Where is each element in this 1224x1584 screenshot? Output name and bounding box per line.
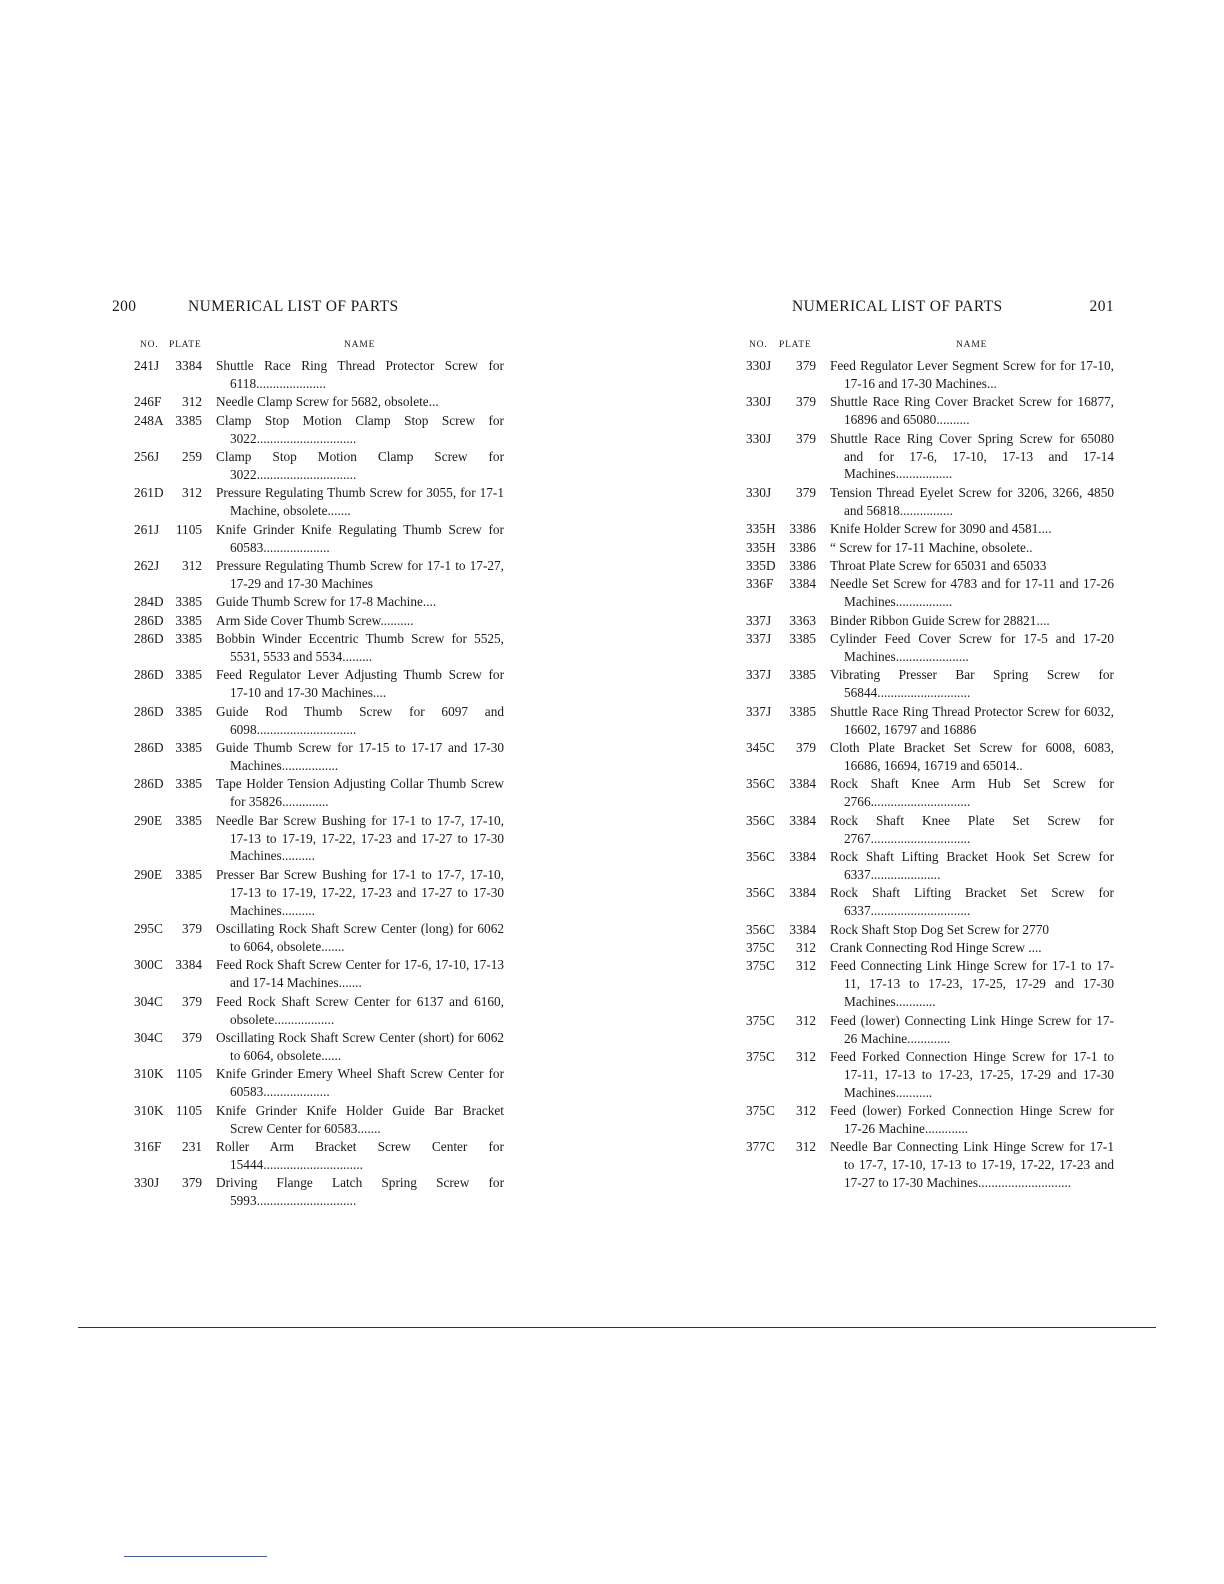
parts-list xyxy=(112,357,504,1210)
part-entry xyxy=(112,1029,504,1065)
part-entry xyxy=(112,593,504,611)
part-number: 246F xyxy=(134,394,162,410)
part-number: 261D xyxy=(134,485,164,501)
part-number: 304C xyxy=(134,1030,163,1046)
part-entry xyxy=(742,666,1114,702)
part-name: Guide Rod Thumb Screw for 6097 and 6098.............................. xyxy=(216,703,504,737)
plate-number: 3384 xyxy=(789,812,816,828)
plate-number: 312 xyxy=(796,958,816,974)
part-number: 316F xyxy=(134,1138,162,1154)
part-number: 248A xyxy=(134,412,164,428)
part-entry xyxy=(742,848,1114,884)
plate-number: 379 xyxy=(796,430,816,446)
part-name: Roller Arm Bracket Screw Center for 15444.............................. xyxy=(216,1138,504,1172)
part-name: Presser Bar Screw Bushing for 17-1 to 17-7, 17-10, 17-13 to 17-19, 17-22, 17-23 and 17-27 to 17-30 Machines.......... xyxy=(216,866,504,918)
part-entry xyxy=(742,884,1114,920)
part-name: Needle Bar Screw Bushing for 17-1 to 17-7, 17-10, 17-13 to 17-19, 17-22, 17-23 and 17-27 to 17-30 Machines.......... xyxy=(216,812,504,864)
part-number: 356C xyxy=(746,812,775,828)
part-number: 286D xyxy=(134,667,164,683)
plate-number: 3384 xyxy=(789,921,816,937)
part-entry xyxy=(112,666,504,702)
part-entry xyxy=(742,575,1114,611)
column-header-plate: PLATE xyxy=(779,340,812,350)
part-name: Bobbin Winder Eccentric Thumb Screw for 5525, 5531, 5533 and 5534......... xyxy=(216,631,504,664)
plate-number: 312 xyxy=(796,1103,816,1119)
part-name: Feed Regulator Lever Adjusting Thumb Screw for 17-10 and 17-30 Machines.... xyxy=(216,667,504,701)
part-entry xyxy=(112,521,504,557)
plate-number: 379 xyxy=(796,740,816,756)
plate-number: 312 xyxy=(796,940,816,955)
part-entry xyxy=(742,739,1114,775)
part-name: Rock Shaft Stop Dog Set Screw for 2770 xyxy=(830,921,1050,937)
column-header-name: NAME xyxy=(344,340,376,350)
part-name: Feed Regulator Lever Segment Screw for for 17-10, 17-16 and 17-30 Machines... xyxy=(830,358,1114,391)
part-entry xyxy=(742,775,1114,811)
part-entry xyxy=(742,1138,1114,1192)
plate-number: 231 xyxy=(182,1138,202,1154)
plate-number: 1105 xyxy=(175,1102,202,1118)
plate-number: 3385 xyxy=(175,631,202,647)
plate-number: 3386 xyxy=(789,557,816,573)
part-number: 330J xyxy=(746,430,772,446)
part-name: Binder Ribbon Guide Screw for 28821.... xyxy=(830,612,1050,628)
part-entry xyxy=(742,1048,1114,1102)
part-number: 241J xyxy=(134,358,160,373)
part-entry xyxy=(742,812,1114,848)
part-number: 337J xyxy=(746,667,772,683)
footnote-rule xyxy=(124,1556,267,1557)
part-number: 261J xyxy=(134,521,160,537)
part-entry xyxy=(742,539,1114,557)
part-name: Feed (lower) Connecting Link Hinge Screw for 17-26 Machine............. xyxy=(830,1012,1114,1046)
plate-number: 379 xyxy=(796,358,816,373)
plate-number: 3385 xyxy=(175,776,202,792)
left-page-header xyxy=(112,298,504,320)
part-name: Shuttle Race Ring Thread Protector Screw for 6118..................... xyxy=(216,358,504,391)
part-name: Knife Grinder Knife Regulating Thumb Screw for 60583.................... xyxy=(216,521,504,555)
plate-number: 3385 xyxy=(789,631,816,647)
part-number: 284D xyxy=(134,594,164,610)
part-entry xyxy=(112,448,504,484)
plate-number: 3385 xyxy=(175,703,202,719)
part-name: Knife Grinder Knife Holder Guide Bar Bracket Screw Center for 60583....... xyxy=(216,1102,504,1136)
part-name: Shuttle Race Ring Cover Spring Screw for 65080 and for 17-6, 17-10, 17-13 and 17-14 Machines................. xyxy=(830,430,1114,482)
part-name: Cloth Plate Bracket Set Screw for 6008, 6083, 16686, 16694, 16719 and 65014.. xyxy=(830,740,1114,773)
part-name: Pressure Regulating Thumb Screw for 17-1 to 17-27, 17-29 and 17-30 Machines xyxy=(216,557,504,591)
part-number: 356C xyxy=(746,848,775,864)
plate-number: 3385 xyxy=(175,866,202,882)
plate-number: 379 xyxy=(796,394,816,410)
plate-number: 379 xyxy=(182,921,202,937)
part-name: Rock Shaft Lifting Bracket Set Screw for 6337.............................. xyxy=(830,885,1114,919)
part-name: Clamp Stop Motion Clamp Stop Screw for 3022.............................. xyxy=(216,412,504,446)
part-entry xyxy=(112,484,504,520)
part-number: 330J xyxy=(134,1175,160,1191)
part-number: 286D xyxy=(134,776,164,792)
right-page xyxy=(742,298,1114,1193)
part-entry xyxy=(742,630,1114,666)
part-number: 286D xyxy=(134,612,164,628)
plate-number: 3385 xyxy=(175,412,202,428)
plate-number: 312 xyxy=(182,394,202,410)
plate-number: 312 xyxy=(796,1048,816,1064)
part-entry xyxy=(112,357,504,393)
part-name: Arm Side Cover Thumb Screw.......... xyxy=(216,612,414,628)
part-name: Rock Shaft Lifting Bracket Hook Set Screw for 6337..................... xyxy=(830,848,1114,882)
plate-number: 3384 xyxy=(175,358,202,373)
part-name: Driving Flange Latch Spring Screw for 5993.............................. xyxy=(216,1175,504,1209)
plate-number: 259 xyxy=(182,449,202,465)
part-name: Shuttle Race Ring Cover Bracket Screw for 16877, 16896 and 65080.......... xyxy=(830,394,1114,428)
plate-number: 379 xyxy=(796,484,816,500)
part-name: Knife Grinder Emery Wheel Shaft Screw Center for 60583.................... xyxy=(216,1066,504,1100)
part-entry xyxy=(112,956,504,992)
plate-number: 3385 xyxy=(175,594,202,610)
part-number: 335H xyxy=(746,539,776,555)
part-number: 310K xyxy=(134,1066,164,1082)
part-name: Tape Holder Tension Adjusting Collar Thumb Screw for 35826.............. xyxy=(216,776,504,810)
part-number: 304C xyxy=(134,993,163,1009)
plate-number: 3385 xyxy=(789,667,816,683)
part-number: 290E xyxy=(134,866,163,882)
part-number: 330J xyxy=(746,484,772,500)
part-entry xyxy=(112,1102,504,1138)
part-name: Rock Shaft Knee Plate Set Screw for 2767.............................. xyxy=(830,812,1114,846)
page-title: NUMERICAL LIST OF PARTS xyxy=(792,298,1003,315)
plate-number: 1105 xyxy=(175,521,202,537)
part-number: 336F xyxy=(746,576,774,592)
part-entry xyxy=(742,1102,1114,1138)
part-entry xyxy=(742,557,1114,575)
part-name: Needle Clamp Screw for 5682, obsolete... xyxy=(216,394,439,410)
plate-number: 312 xyxy=(182,557,202,573)
part-name: Feed Rock Shaft Screw Center for 6137 and 6160, obsolete.................. xyxy=(216,993,504,1027)
part-entry xyxy=(742,612,1114,630)
page-number: 201 xyxy=(1089,298,1114,315)
part-number: 290E xyxy=(134,812,163,828)
page-title: NUMERICAL LIST OF PARTS xyxy=(188,298,399,315)
plate-number: 3384 xyxy=(789,848,816,864)
column-header-no: NO. xyxy=(749,340,768,350)
plate-number: 379 xyxy=(182,993,202,1009)
part-name: Oscillating Rock Shaft Screw Center (short) for 6062 to 6064, obsolete...... xyxy=(216,1030,504,1063)
part-entry xyxy=(742,703,1114,739)
part-entry xyxy=(112,739,504,775)
part-entry xyxy=(112,812,504,866)
part-name: Feed Connecting Link Hinge Screw for 17-1 to 17-11, 17-13 to 17-23, 17-25, 17-29 and 17-30 Machines............ xyxy=(830,958,1114,1010)
part-number: 356C xyxy=(746,776,775,792)
part-number: 377C xyxy=(746,1139,775,1155)
part-entry xyxy=(112,866,504,920)
part-number: 335D xyxy=(746,557,776,573)
part-name: Needle Bar Connecting Link Hinge Screw for 17-1 to 17-7, 17-10, 17-13 to 17-19, 17-22, 17-23 and 17-27 to 17-30 Machines............................ xyxy=(830,1139,1114,1191)
part-number: 345C xyxy=(746,740,775,756)
part-entry xyxy=(742,520,1114,538)
part-name: Guide Thumb Screw for 17-15 to 17-17 and 17-30 Machines................. xyxy=(216,740,504,773)
plate-number: 3385 xyxy=(175,812,202,828)
part-entry xyxy=(742,484,1114,520)
column-header-name: NAME xyxy=(956,340,988,350)
parts-list xyxy=(742,357,1114,1192)
plate-number: 312 xyxy=(796,1139,816,1155)
part-name: Feed Rock Shaft Screw Center for 17-6, 17-10, 17-13 and 17-14 Machines....... xyxy=(216,957,504,991)
part-entry xyxy=(112,1174,504,1210)
part-number: 330J xyxy=(746,394,772,410)
part-name: Clamp Stop Motion Clamp Screw for 3022.............................. xyxy=(216,449,504,482)
page-bottom-rule xyxy=(78,1327,1156,1328)
part-entry xyxy=(742,430,1114,484)
part-number: 375C xyxy=(746,1103,775,1119)
column-headers xyxy=(112,336,504,357)
part-entry xyxy=(742,921,1114,939)
part-name: Knife Holder Screw for 3090 and 4581.... xyxy=(830,521,1052,537)
part-number: 300C xyxy=(134,957,163,973)
column-header-no: NO. xyxy=(140,340,159,350)
part-entry xyxy=(112,1138,504,1174)
part-entry xyxy=(742,939,1114,957)
part-entry xyxy=(112,993,504,1029)
plate-number: 379 xyxy=(182,1030,202,1046)
part-name: Vibrating Presser Bar Spring Screw for 56844............................ xyxy=(830,667,1114,701)
plate-number: 379 xyxy=(182,1175,202,1191)
part-entry xyxy=(112,775,504,811)
part-name: Feed Forked Connection Hinge Screw for 17-1 to 17-11, 17-13 to 17-23, 17-25, 17-29 and 17-30 Machines........... xyxy=(830,1048,1114,1100)
part-entry xyxy=(112,612,504,630)
plate-number: 312 xyxy=(182,485,202,501)
part-entry xyxy=(112,703,504,739)
plate-number: 3386 xyxy=(789,521,816,537)
part-entry xyxy=(742,357,1114,393)
part-entry xyxy=(112,393,504,411)
plate-number: 3385 xyxy=(175,612,202,628)
plate-number: 312 xyxy=(796,1012,816,1028)
part-number: 356C xyxy=(746,885,775,901)
part-entry xyxy=(112,1065,504,1101)
part-name: Needle Set Screw for 4783 and for 17-11 and 17-26 Machines................. xyxy=(830,576,1114,610)
part-name: Guide Thumb Screw for 17-8 Machine.... xyxy=(216,594,437,610)
part-name: Cylinder Feed Cover Screw for 17-5 and 17-20 Machines...................... xyxy=(830,631,1114,664)
plate-number: 3385 xyxy=(175,740,202,756)
part-number: 295C xyxy=(134,921,163,937)
part-name: Shuttle Race Ring Thread Protector Screw for 6032, 16602, 16797 and 16886 xyxy=(830,703,1114,737)
plate-number: 3386 xyxy=(789,539,816,555)
part-number: 330J xyxy=(746,358,772,373)
plate-number: 3385 xyxy=(789,703,816,719)
part-name: “ Screw for 17-11 Machine, obsolete.. xyxy=(830,539,1033,555)
part-number: 262J xyxy=(134,557,160,573)
part-name: Pressure Regulating Thumb Screw for 3055, for 17-1 Machine, obsolete....... xyxy=(216,485,504,519)
part-name: Feed (lower) Forked Connection Hinge Screw for 17-26 Machine............. xyxy=(830,1103,1114,1137)
part-name: Throat Plate Screw for 65031 and 65033 xyxy=(830,557,1047,573)
part-entry xyxy=(112,412,504,448)
part-number: 310K xyxy=(134,1102,164,1118)
part-entry xyxy=(112,557,504,593)
part-number: 335H xyxy=(746,521,776,537)
right-page-header xyxy=(742,298,1114,320)
page-number: 200 xyxy=(112,298,137,315)
part-number: 375C xyxy=(746,1048,775,1064)
part-entry xyxy=(742,957,1114,1011)
plate-number: 3385 xyxy=(175,667,202,683)
part-name: Tension Thread Eyelet Screw for 3206, 3266, 4850 and 56818................ xyxy=(830,484,1114,518)
part-name: Rock Shaft Knee Arm Hub Set Screw for 2766.............................. xyxy=(830,776,1114,810)
left-page xyxy=(112,298,504,1211)
part-name: Oscillating Rock Shaft Screw Center (long) for 6062 to 6064, obsolete....... xyxy=(216,921,504,954)
part-number: 375C xyxy=(746,958,775,974)
part-number: 337J xyxy=(746,612,772,628)
plate-number: 3384 xyxy=(789,885,816,901)
column-headers xyxy=(742,336,1114,357)
plate-number: 3384 xyxy=(789,776,816,792)
part-number: 286D xyxy=(134,703,164,719)
part-entry xyxy=(112,920,504,956)
part-entry xyxy=(742,1012,1114,1048)
part-number: 375C xyxy=(746,940,775,955)
plate-number: 3363 xyxy=(789,612,816,628)
part-number: 286D xyxy=(134,740,164,756)
column-header-plate: PLATE xyxy=(169,340,202,350)
part-entry xyxy=(112,630,504,666)
part-number: 375C xyxy=(746,1012,775,1028)
plate-number: 3384 xyxy=(175,957,202,973)
part-number: 286D xyxy=(134,631,164,647)
part-number: 356C xyxy=(746,921,775,937)
part-name: Crank Connecting Rod Hinge Screw .... xyxy=(830,940,1042,955)
part-number: 337J xyxy=(746,631,772,647)
part-number: 337J xyxy=(746,703,772,719)
part-entry xyxy=(742,393,1114,429)
part-number: 256J xyxy=(134,449,160,465)
plate-number: 3384 xyxy=(789,576,816,592)
plate-number: 1105 xyxy=(175,1066,202,1082)
